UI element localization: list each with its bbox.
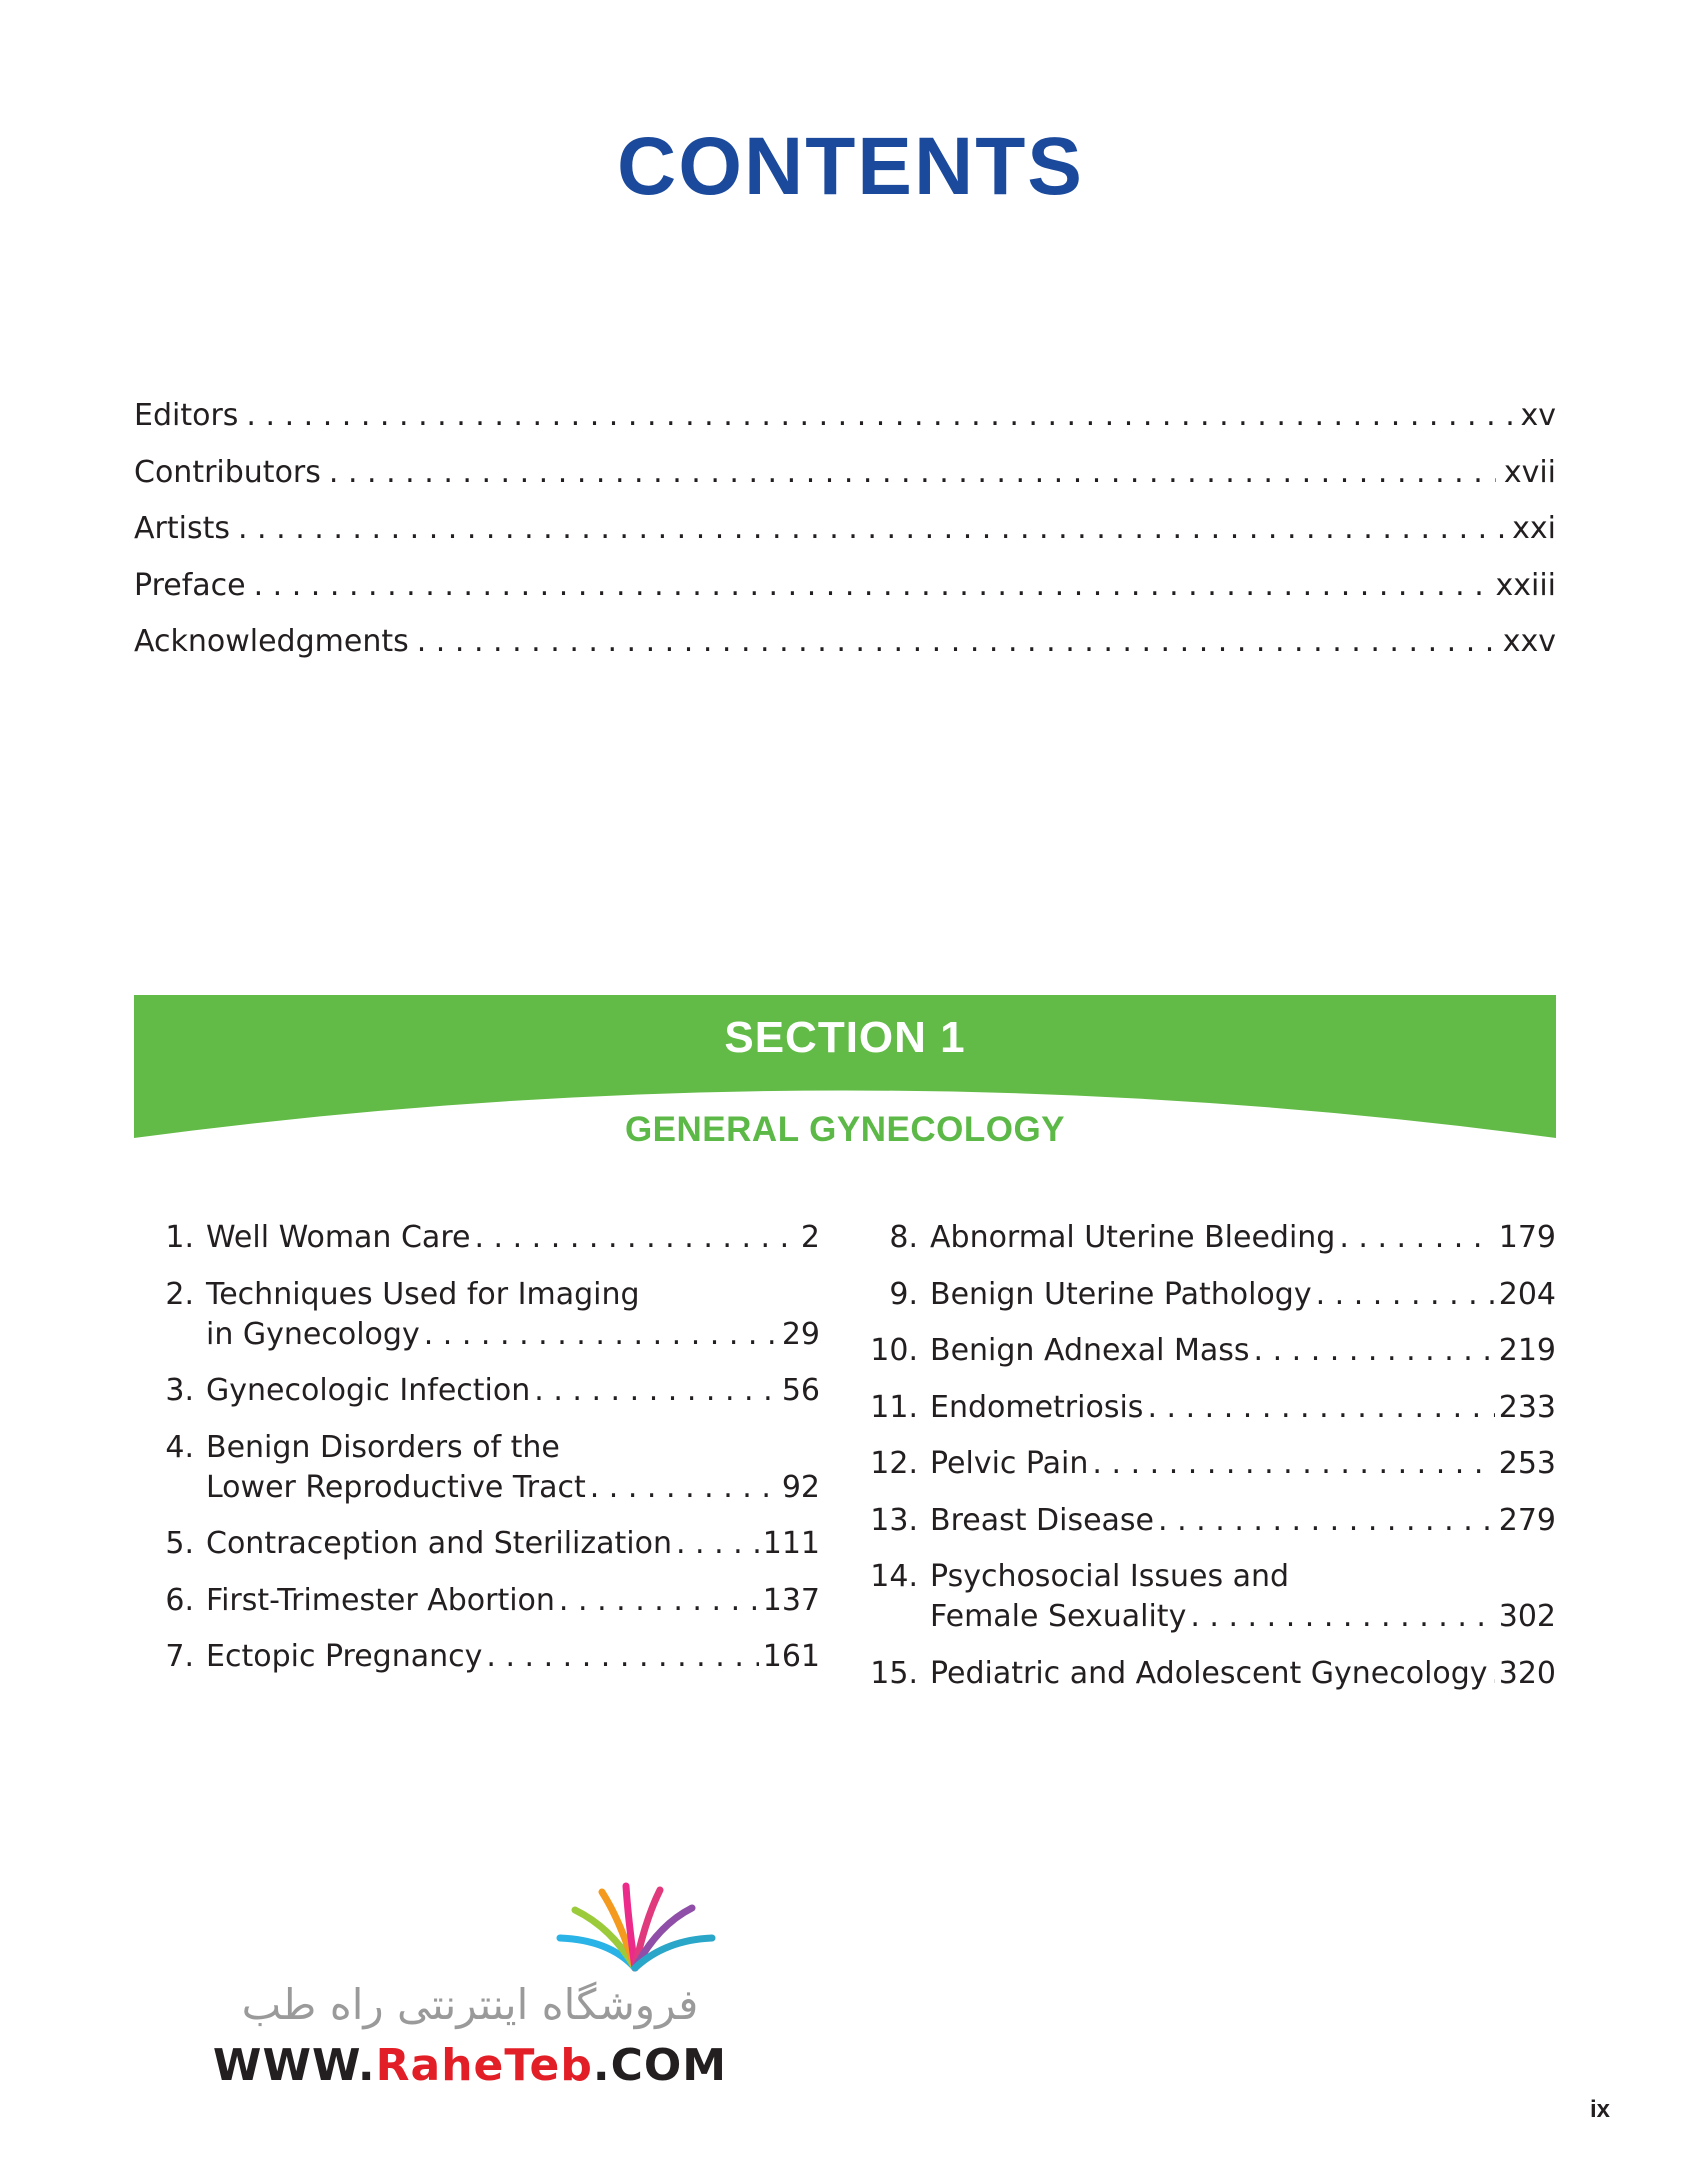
chapter-title: Abnormal Uterine Bleeding: [930, 1220, 1336, 1255]
chapter-entry[interactable]: [150, 1371, 820, 1411]
toc-entry-page: xv: [1520, 398, 1556, 433]
dot-leader: [417, 624, 1495, 659]
dot-leader: [590, 1468, 778, 1508]
chapter-page: 253: [1498, 1446, 1556, 1481]
toc-entry-title: Preface: [134, 567, 246, 603]
dot-leader: [559, 1581, 759, 1621]
chapter-number: 15.: [870, 1655, 918, 1691]
toc-entry-title: Editors: [134, 398, 239, 433]
dot-leader: [329, 455, 1496, 490]
open-book-icon: [540, 1880, 730, 1980]
dot-leader: [474, 1218, 796, 1258]
chapter-page: 29: [781, 1316, 820, 1352]
chapter-page: 302: [1498, 1599, 1556, 1634]
chapter-entry[interactable]: [870, 1654, 1556, 1694]
toc-entry-page: xxv: [1502, 624, 1556, 659]
section-label: SECTION 1: [724, 1013, 966, 1062]
front-matter-list: [134, 398, 1556, 681]
dot-leader: [424, 1315, 778, 1355]
chapter-title: First-Trimester Abortion: [206, 1582, 555, 1618]
chapter-page: 233: [1498, 1389, 1556, 1425]
chapter-number: 7.: [165, 1639, 194, 1674]
chapter-page: 111: [762, 1526, 820, 1561]
chapter-page: 92: [781, 1469, 820, 1505]
chapter-entry[interactable]: [870, 1557, 1556, 1637]
dot-leader: [1092, 1444, 1494, 1484]
chapter-list-right: [870, 1218, 1556, 1710]
section-subtitle: GENERAL GYNECOLOGY: [624, 1110, 1066, 1149]
chapter-number: 13.: [870, 1502, 918, 1538]
toc-entry-page: xxi: [1512, 511, 1556, 546]
chapter-entry[interactable]: [150, 1275, 820, 1355]
chapter-title: Benign Uterine Pathology: [930, 1276, 1312, 1312]
watermark-url-suffix: .COM: [592, 2040, 728, 2091]
chapter-title: Pediatric and Adolescent Gynecology: [930, 1655, 1488, 1691]
chapter-entry[interactable]: [870, 1331, 1556, 1371]
chapter-entry[interactable]: [150, 1637, 820, 1677]
page-title: CONTENTS: [617, 121, 1084, 212]
chapter-number: 8.: [889, 1220, 918, 1255]
chapter-number: 12.: [870, 1446, 918, 1481]
toc-entry-editors[interactable]: [134, 398, 1556, 455]
chapter-entry[interactable]: [150, 1524, 820, 1564]
toc-entry-contributors[interactable]: [134, 455, 1556, 512]
chapter-entry[interactable]: [870, 1275, 1556, 1315]
chapter-title: Benign Adnexal Mass: [930, 1333, 1250, 1368]
chapter-entry[interactable]: [150, 1428, 820, 1508]
chapter-number: 5.: [165, 1526, 194, 1561]
chapter-number: 2.: [165, 1276, 194, 1312]
chapter-number: 11.: [870, 1389, 918, 1425]
dot-leader: [1254, 1331, 1495, 1371]
toc-entry-preface[interactable]: [134, 568, 1556, 625]
dot-leader: [1158, 1501, 1495, 1541]
toc-entry-page: xxiii: [1495, 567, 1556, 603]
toc-entry-artists[interactable]: [134, 511, 1556, 568]
chapter-page: 137: [762, 1582, 820, 1618]
toc-entry-acknowledgments[interactable]: [134, 624, 1556, 681]
chapter-title: Breast Disease: [930, 1502, 1155, 1538]
chapter-title: Contraception and Sterilization: [206, 1526, 672, 1561]
chapter-entry[interactable]: [870, 1218, 1556, 1258]
dot-leader: [1339, 1218, 1494, 1258]
chapter-number: 4.: [165, 1429, 194, 1465]
toc-entry-title: Acknowledgments: [134, 624, 409, 659]
dot-leader: [486, 1637, 758, 1677]
chapter-title: Ectopic Pregnancy: [206, 1639, 483, 1674]
chapter-title: in Gynecology: [206, 1316, 420, 1352]
chapter-title-line: Benign Disorders of the: [206, 1429, 560, 1465]
toc-entry-page: xvii: [1503, 454, 1556, 490]
chapter-page: 161: [762, 1639, 820, 1674]
watermark-url: [200, 2040, 740, 2091]
chapter-title-line: Psychosocial Issues and: [930, 1559, 1290, 1594]
chapter-page: 56: [781, 1373, 820, 1408]
chapter-title: Well Woman Care: [206, 1220, 471, 1255]
chapter-page: 2: [800, 1220, 820, 1255]
chapter-page: 179: [1498, 1220, 1556, 1255]
watermark-url-brand: RaheTeb: [375, 2040, 593, 2091]
toc-entry-title: Contributors: [134, 454, 321, 490]
dot-leader: [246, 398, 1512, 433]
dot-leader: [534, 1371, 778, 1411]
dot-leader: [254, 568, 1488, 603]
chapter-page: 204: [1498, 1276, 1556, 1312]
chapter-number: 10.: [870, 1333, 918, 1368]
toc-entry-title: Artists: [134, 511, 230, 546]
watermark: [200, 1880, 740, 2100]
chapter-entry[interactable]: [870, 1444, 1556, 1484]
dot-leader: [1316, 1275, 1495, 1315]
chapter-page: 219: [1498, 1333, 1556, 1368]
chapter-entry[interactable]: [870, 1501, 1556, 1541]
chapter-list-left: [150, 1218, 820, 1694]
dot-leader: [1492, 1654, 1495, 1694]
chapter-number: 3.: [165, 1373, 194, 1408]
chapter-number: 9.: [889, 1276, 918, 1312]
chapter-number: 6.: [165, 1582, 194, 1618]
dot-leader: [676, 1524, 759, 1564]
chapter-title: Gynecologic Infection: [206, 1373, 531, 1408]
chapter-entry[interactable]: [150, 1581, 820, 1621]
chapter-page: 320: [1498, 1655, 1556, 1691]
page-number: ix: [1590, 2096, 1611, 2123]
chapter-title-line: Techniques Used for Imaging: [206, 1276, 640, 1312]
chapter-number: 14.: [870, 1559, 918, 1594]
watermark-url-prefix: WWW.: [212, 2040, 376, 2091]
chapter-number: 1.: [165, 1220, 194, 1255]
chapter-title: Pelvic Pain: [930, 1446, 1089, 1481]
chapter-title: Endometriosis: [930, 1389, 1144, 1425]
dot-leader: [238, 511, 1504, 546]
watermark-store-name: فروشگاه اینترنتی راه طب: [241, 1980, 699, 2029]
chapter-title: Lower Reproductive Tract: [206, 1469, 586, 1505]
chapter-entry[interactable]: [870, 1388, 1556, 1428]
chapter-title: Female Sexuality: [930, 1599, 1187, 1634]
chapter-entry[interactable]: [150, 1218, 820, 1258]
dot-leader: [1190, 1597, 1494, 1637]
chapter-page: 279: [1498, 1502, 1556, 1538]
dot-leader: [1147, 1388, 1494, 1428]
